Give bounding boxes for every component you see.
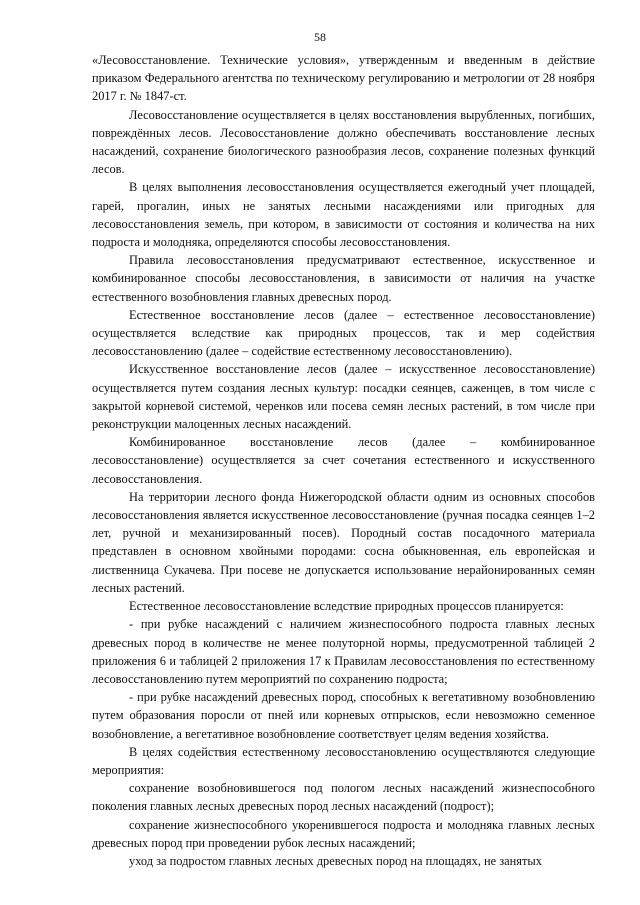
list-item-2: - при рубке насаждений древесных пород, способных к вегетативному возобновлению путем образования поросли от пней или корневых отпрысков, если невозможно семенное возобновление, а вегетативное возобновление соответствует целям ведения хозяйства.	[92, 690, 595, 741]
paragraph-1: «Лесовосстановление. Технические условия», утвержденным и введенным в действие приказом Федерального агентства по техническому регулированию и метрологии от 28 ноября 2017 г. № 1847-ст.	[92, 53, 595, 104]
paragraph-3: В целях выполнения лесовосстановления осуществляется ежегодный учет площадей, гарей, прогалин, иных не занятых лесными насаждениями или пригодных для лесовосстановления земель, при котором, в зависимости от состояния и количества на них подроста и молодняка, определяются способы лесовосстановления.	[92, 180, 595, 250]
list-item-1: - при рубке насаждений с наличием жизнеспособного подроста главных лесных древесных пород в количестве не менее полуторной нормы, предусмотренной таблицей 2 приложения 6 и таблицей 2 приложения 17 к Правилам лесовосстановления по естественному лесовосстановлению путем мероприятий по сохранению подроста;	[92, 617, 595, 686]
paragraph-5: Естественное восстановление лесов (далее – естественное лесовосстановление) осуществляется вследствие как природных процессов, так и мер содействия лесовосстановлению (далее – содействие естественному лесовосстановлению).	[92, 307, 595, 359]
measure-item-1: сохранение возобновившегося под пологом лесных насаждений жизнеспособного поколения главных лесных древесных пород лесных насаждений (подрост);	[92, 781, 595, 814]
paragraph-10: В целях содействия естественному лесовосстановлению осуществляются следующие мероприятия:	[92, 744, 595, 777]
document-body	[92, 51, 595, 870]
measure-item-2: сохранение жизнеспособного укоренившегося подроста и молодняка главных лесных древесных пород при проведении рубок лесных насаждений;	[92, 817, 595, 850]
paragraph-4: Правила лесовосстановления предусматривают естественное, искусственное и комбинированное способы лесовосстановления, в зависимости от наличия на участке естественного возобновления главных древесных пород.	[92, 253, 595, 304]
page-number: 58	[314, 30, 326, 44]
paragraph-6: Искусственное восстановление лесов (далее – искусственное лесовосстановление) осуществляется путем создания лесных культур: посадки сеянцев, саженцев, в том числе с закрытой корневой системой, черенков или посева семян лесных растений, в том числе при реконструкции малоценных лесных насаждений.	[92, 362, 595, 432]
paragraph-7: Комбинированное восстановление лесов (далее – комбинированное лесовосстановление) осуществляется за счет сочетания естественного и искусственного лесовосстановления.	[92, 435, 595, 486]
paragraph-9: Естественное лесовосстановление вследствие природных процессов планируется:	[129, 599, 564, 614]
paragraph-2: Лесовосстановление осуществляется в целях восстановления вырубленных, погибших, повреждённых лесов. Лесовосстановление должно обеспечивать восстановление лесных насаждений, сохранение биологического разнообразия лесов, сохранение полезных функций лесов.	[92, 107, 595, 177]
measure-item-3: уход за подростом главных лесных древесных пород на площадях, не занятых	[129, 853, 542, 868]
paragraph-8: На территории лесного фонда Нижегородской области одним из основных способов лесовосстановления является искусственное лесовосстановление (ручная посадка сеянцев 1–2 лет, ручной и механизированный посев). Породный состав посадочного материала представлен в основном хвойными породами: сосна обыкновенная, ель европейская и лиственница Сукачева. При посеве не допускается использование нерайонированных семян лесных растений.	[92, 489, 595, 595]
